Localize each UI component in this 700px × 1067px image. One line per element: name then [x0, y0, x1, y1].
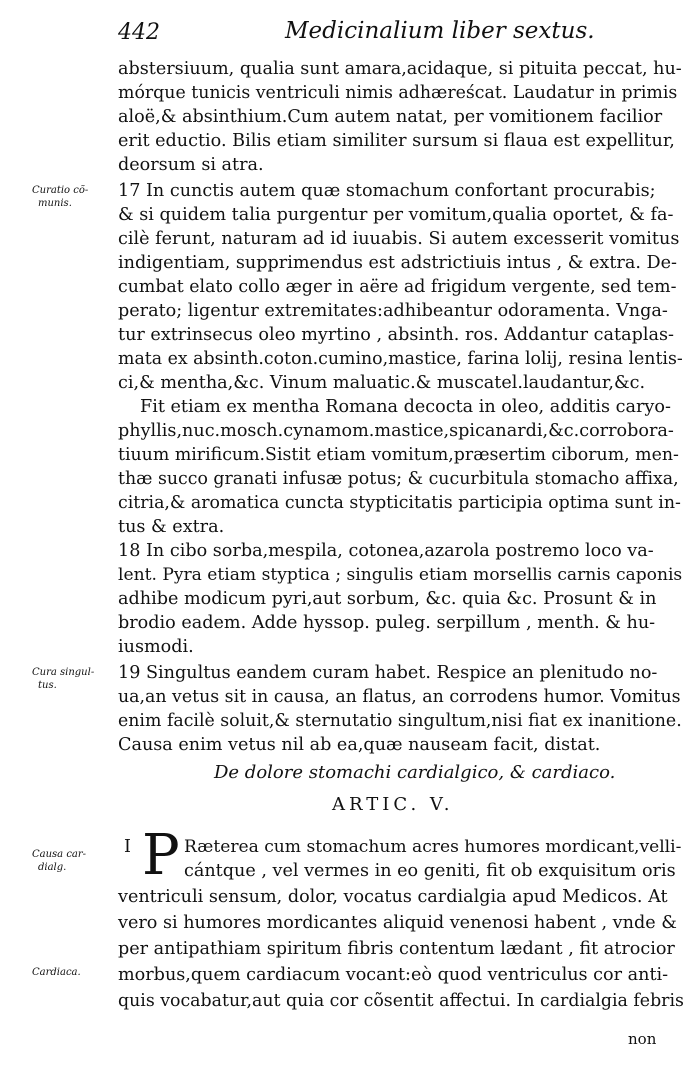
text-line: thæ succo granati infusæ potus; & cucurbitula stomacho affixa,: [118, 469, 679, 489]
text-line: 17 In cunctis autem quæ stomachum confortant procurabis;: [118, 181, 656, 201]
text-line: phyllis,nuc.mosch.cynamom.mastice,spicanardi,&c.corrobora-: [118, 421, 674, 441]
margin-note: Causa car-: [32, 849, 87, 860]
text-line: Fit etiam ex mentha Romana decocta in oleo, additis caryo-: [140, 397, 671, 417]
text-line: lent. Pyra etiam styptica ; singulis etiam morsellis carnis caponis: [118, 565, 683, 585]
text-line: per antipathiam spiritum fibris contentum lædant , fit atrocior: [118, 939, 675, 959]
text-line: 18 In cibo sorba,mespila, cotonea,azarola postremo loco va-: [118, 541, 654, 561]
text-line: adhibe modicum pyri,aut sorbum, &c. quia &c. Prosunt & in: [118, 589, 657, 609]
text-line: mata ex absinth.coton.cumino,mastice, farina lolij, resina lentis-: [118, 349, 683, 369]
margin-note: Cura singul-: [32, 667, 95, 678]
margin-note: dialg.: [38, 862, 67, 873]
text-line: Causa enim vetus nil ab ea,quæ nauseam facit, distat.: [118, 735, 601, 755]
article-label: ARTIC. V.: [332, 794, 454, 815]
margin-note: Curatio cõ-: [32, 185, 89, 196]
page-number: 442: [118, 20, 160, 45]
text-line: vero si humores mordicantes aliquid venenosi habent , vnde &: [118, 913, 677, 933]
text-line: perato; ligentur extremitates:adhibeantur odoramenta. Vnga-: [118, 301, 668, 321]
running-header: [0, 18, 700, 48]
text-line: cántque , vel vermes in eo geniti, fit ob exquisitum oris: [184, 861, 676, 881]
text-line: abstersiuum, qualia sunt amara,acidaque, si pituita peccat, hu-: [118, 59, 682, 79]
text-line: deorsum si atra.: [118, 155, 264, 175]
text-line: ventriculi sensum, dolor, vocatus cardialgia apud Medicos. At: [118, 887, 668, 907]
text-line: cilè ferunt, naturam ad id iuuabis. Si autem excesserit vomitus: [118, 229, 680, 249]
text-line: tiuum mirificum.Sistit etiam vomitum,præsertim ciborum, men-: [118, 445, 679, 465]
text-line: 19 Singultus eandem curam habet. Respice an plenitudo no-: [118, 663, 658, 683]
text-line: brodio eadem. Adde hyssop. puleg. serpillum , menth. & hu-: [118, 613, 656, 633]
text-line: enim facilè soluit,& sternutatio singultum,nisi fiat ex inanitione.: [118, 711, 682, 731]
text-line: tur extrinsecus oleo myrtino , absinth. ros. Addantur cataplas-: [118, 325, 674, 345]
margin-note: tus.: [38, 680, 57, 691]
text-line: & si quidem talia purgentur per vomitum,qualia oportet, & fa-: [118, 205, 674, 225]
text-line: erit eductio. Bilis etiam similiter sursum si flaua est expellitur,: [118, 131, 675, 151]
text-line: cumbat elato collo æger in aëre ad frigidum vergente, sed tem-: [118, 277, 677, 297]
text-line: citria,& aromatica cuncta stypticitatis participia optima sunt in-: [118, 493, 681, 513]
drop-cap: P: [142, 823, 180, 888]
text-line: ci,& mentha,&c. Vinum maluatic.& muscatel.laudantur,&c.: [118, 373, 646, 393]
margin-note: Cardiaca.: [32, 967, 81, 978]
article-number: I: [124, 837, 131, 857]
catchword: non: [628, 1030, 657, 1048]
text-line: tus & extra.: [118, 517, 225, 537]
text-line: quis vocabatur,aut quia cor cõsentit affectui. In cardialgia febris: [118, 991, 684, 1011]
text-line: aloë,& absinthium.Cum autem natat, per vomitionem facilior: [118, 107, 663, 127]
text-line: indigentiam, supprimendus est adstrictiuis intus , & extra. De-: [118, 253, 677, 273]
text-line: Ræterea cum stomachum acres humores mordicant,velli-: [184, 837, 682, 857]
text-line: ua,an vetus sit in causa, an flatus, an corrodens humor. Vomitus: [118, 687, 681, 707]
running-title: Medicinalium liber sextus.: [285, 18, 595, 44]
margin-note: munis.: [38, 198, 72, 209]
text-line: mórque tunicis ventriculi nimis adhæreścat. Laudatur in primis: [118, 83, 678, 103]
section-heading: De dolore stomachi cardialgico, & cardiaco.: [214, 762, 616, 783]
text-line: morbus,quem cardiacum vocant:eò quod ventriculus cor anti-: [118, 965, 669, 985]
text-line: iusmodi.: [118, 637, 194, 657]
